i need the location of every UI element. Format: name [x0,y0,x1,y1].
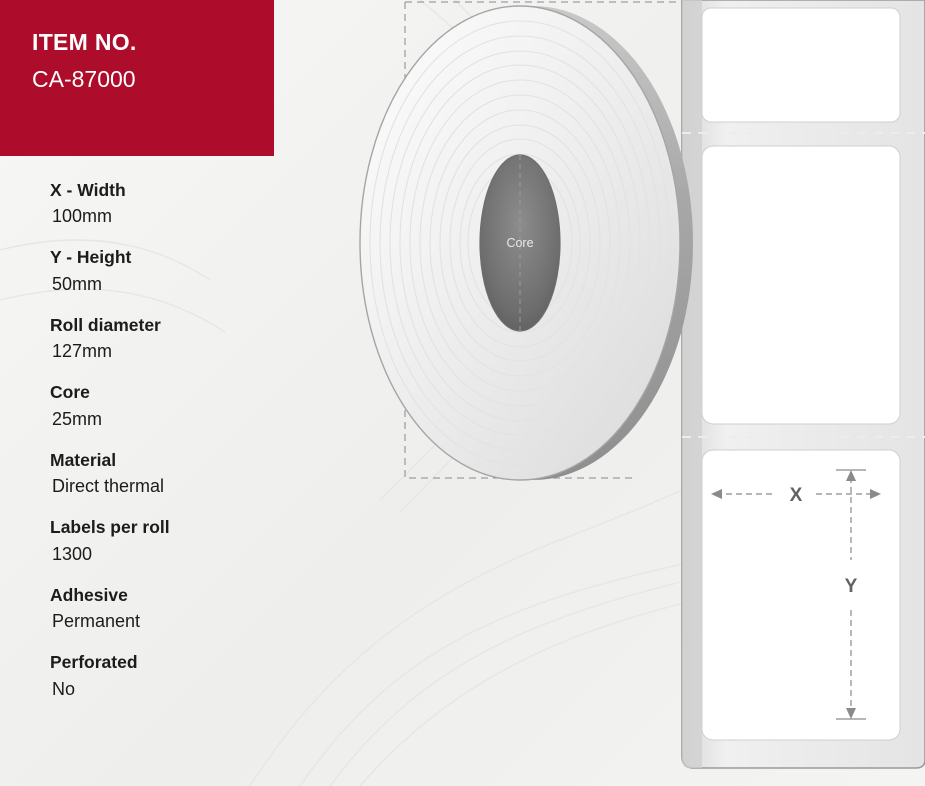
spec-row [50,380,330,431]
spec-label-roll-diameter: Roll diameter [50,314,161,335]
spec-row [50,583,330,634]
item-number-value: CA-87000 [32,66,136,93]
spec-label-labels-per-roll: Labels per roll [50,517,170,538]
spec-label-width: X - Width [50,180,126,200]
spec-row [50,515,330,566]
spec-value-perforated: No [52,678,76,699]
spec-row [50,178,330,229]
label-face-middle [702,146,900,424]
spec-label-material: Material [50,449,117,470]
label-face-top [702,8,900,122]
item-number-banner [0,0,274,156]
spec-label-adhesive: Adhesive [50,584,128,605]
spec-row [50,313,330,364]
spec-row [50,448,330,499]
label-roll [360,6,722,480]
spec-label-height: Y - Height [50,247,132,268]
spec-label-perforated: Perforated [50,652,138,673]
spec-value-roll-diameter: 127mm [52,341,113,362]
spec-row [50,245,330,296]
spec-value-material: Direct thermal [52,476,165,497]
y-dimension-label: Y [844,576,858,597]
label-roll-illustration [330,0,925,786]
spec-list [0,178,330,718]
spec-value-height: 50mm [52,273,103,294]
spec-value-core: 25mm [52,408,103,429]
spec-value-adhesive: Permanent [52,611,141,632]
spec-row [50,650,330,701]
spec-value-width: 100mm [52,206,113,227]
item-number-label: ITEM NO. [32,29,137,55]
core-caption: Core [506,236,534,250]
spec-label-core: Core [50,382,90,403]
spec-value-labels-per-roll: 1300 [52,543,93,564]
x-dimension-label: X [789,485,803,506]
